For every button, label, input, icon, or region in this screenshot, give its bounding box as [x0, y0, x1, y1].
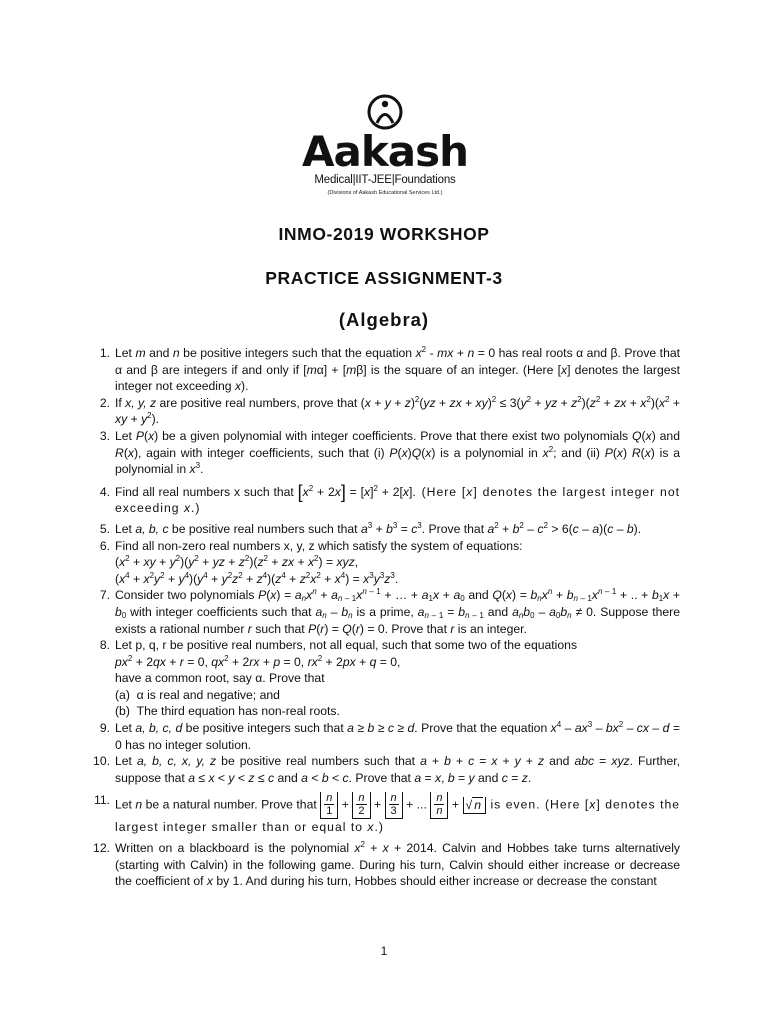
- problem-text: Written on a blackboard is the polynomial $x^2 + x + 2014$. Calvin and Hobbes take turns alternatively (starting with Calvin) in the following game. During his turn, Calvin should either increase or decrease the coefficient of x by 1. And during his turn, Hobbes should either increase or decrease the constant: [115, 840, 680, 889]
- problem-text: Find all real numbers x such that $[x^2 + 2x] = [x]^2 + 2[x]$. (Here [x] denotes the largest integer not exceeding x.): [115, 481, 680, 516]
- problem-text: Let p, q, r be positive real numbers, not all equal, such that some two of the equations $px^2 + 2qx + r = 0$, $qx^2 + 2rx + p = 0$, $rx^2 + 2px + q = 0$, have a common root, say α. Prove that (a) α is real and negative; and (b) The third equation has non-real roots.: [115, 638, 578, 719]
- problem-8: [88, 637, 680, 720]
- problem-number: 8.: [99, 638, 110, 653]
- problem-12: [88, 840, 680, 890]
- logo-wordmark: Aakash: [301, 127, 469, 176]
- problem-1: [88, 345, 680, 395]
- problem-number: 10.: [93, 754, 110, 769]
- problem-3: [88, 428, 680, 478]
- problem-7: [88, 587, 680, 637]
- problem-6: [88, 538, 680, 588]
- problem-4: [88, 481, 680, 517]
- problem-text: Let n be a natural number. Prove that $\frac{n}{1}$ + $\frac{n}{2}$ + $\frac{n}{3}$ + ... $\frac{n}{n}$ + √ n is even. (Here [x] denotes the largest integer smaller than or equal to x.): [115, 792, 681, 835]
- logo-tagline: Medical|IIT-JEE|Foundations: [314, 174, 456, 186]
- problem-number: 12.: [93, 841, 110, 856]
- problem-text: Let m and n be positive integers such that the equation $x^2$ - mx + n = 0 has real roots α and β. Prove that α and β are integers if and only if [mα] + [mβ] is the square of an integer. (Here [x] denotes the largest integer not exceeding x).: [115, 345, 681, 394]
- problem-text: Let P(x) be a given polynomial with integer coefficients. Prove that there exist two polynomials Q(x) and R(x), again with integer coefficients, such that (i) P(x)Q(x) is a polynomial in $x^2$; and (ii) P(x) R(x) is a polynomial in $x^3$.: [115, 428, 680, 477]
- problem-2: [88, 395, 680, 428]
- problem-number: 5.: [99, 521, 110, 536]
- workshop-title: INMO-2019 WORKSHOP: [278, 224, 490, 244]
- problem-list: [88, 345, 680, 890]
- problem-number: 2.: [99, 395, 110, 410]
- problem-text: Find all non-zero real numbers x, y, z which satisfy the system of equations: ($x^2$ + xy + $y^2)(y^2$ + yz + $z^2)(z^2$ + zx + $x^2$) = xyz, $(x^4 + x^2y^2 + y^4)(y^4 + y^2z^2 + z^4)(z^4 + z^2x^2 + x^4) = x^3y^3z^3$.: [115, 538, 523, 586]
- problem-number: 7.: [99, 588, 110, 603]
- problem-text: Let a, b, c be positive real numbers such that $a^3 + b^3 = c^3$. Prove that $a^2 + b^2 - c^2 > 6(c - a)(c - b)$.: [115, 520, 642, 536]
- problem-text: Let a, b, c, x, y, z be positive real numbers such that a + b + c = x + y + z and abc = xyz. Further, suppose that a ≤ x < y < z ≤ c and a < b < c. Prove that a = x, b = y and c = z.: [115, 754, 681, 785]
- aakash-logo: [300, 92, 470, 207]
- problem-number: 6.: [99, 538, 110, 553]
- page-number: 1: [380, 944, 388, 958]
- problem-5: [88, 521, 680, 538]
- problem-number: 11.: [93, 793, 110, 808]
- problem-number: 9.: [99, 721, 110, 736]
- problem-number: 4.: [99, 484, 110, 499]
- problem-9: [88, 720, 680, 753]
- topic-title: (Algebra): [338, 309, 430, 330]
- problem-11: [88, 792, 680, 836]
- problem-text: Consider two polynomials $P(x) = a_nx^n + a_{n - 1}x^{n - 1}$ + … + $a_1x + a_0$ and $Q(x) = b_nx^n + b_{n - 1}x^{n - 1}$ + .. + $b_1x + b_0$ with integer coefficients such that $a_n - b_n$ is a prime, $a_{n - 1} = b_{n - 1}$ and $a_nb_0 - a_0b_n \ne 0$. Suppose there exists a rational number r such that P(r) = Q(r) = 0. Prove that r is an integer.: [115, 587, 681, 636]
- assignment-title: PRACTICE ASSIGNMENT-3: [265, 268, 503, 288]
- problem-text: If x, y, z are positive real numbers, prove that $(x + y + z)^2(yz$ + zx + $xy)^2 \le 3(y^2$ + yz + $z^2)(z^2$ + zx + $x^2)(x^2$ + xy + $y^2$).: [115, 394, 680, 427]
- logo-subline: (Divisions of Aakash Educational Services Ltd.): [327, 190, 443, 196]
- problem-text: Let a, b, c, d be positive integers such that a ≥ b ≥ c ≥ d. Prove that the equation $x^4 - ax^3 - bx^2$ – cx – d = 0 has no integer solution.: [115, 720, 680, 752]
- problem-number: 1.: [99, 346, 110, 360]
- problem-number: 3.: [99, 428, 110, 443]
- problem-10: [88, 753, 680, 786]
